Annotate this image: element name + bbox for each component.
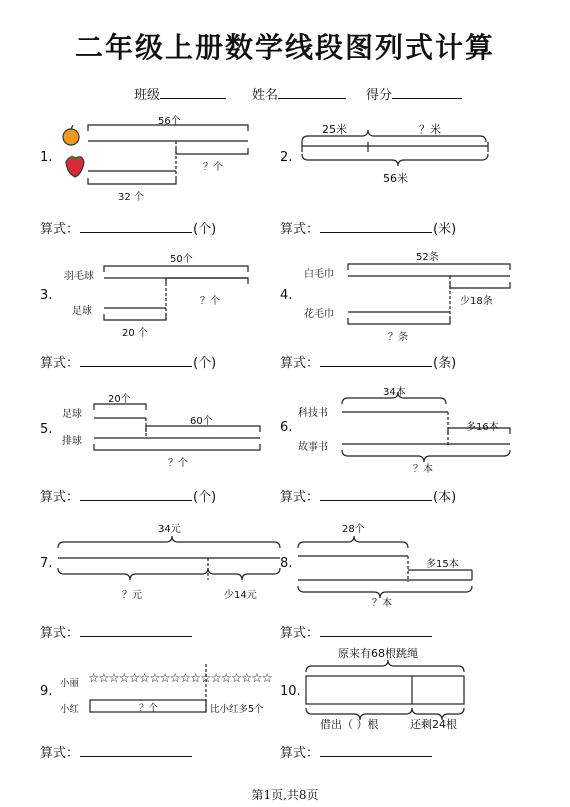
- problem-2-number: 2.: [280, 150, 293, 165]
- problem-1-bottom-value: 32 个: [118, 192, 144, 203]
- name-label: 姓名: [252, 88, 279, 103]
- problem-8-number: 8.: [280, 556, 293, 571]
- problem-1-number: 1.: [40, 150, 53, 165]
- problem-2-part2: ？米: [419, 123, 441, 136]
- problem-8-bottom-value: ？本: [372, 598, 392, 609]
- formula-4-unit: (条): [433, 356, 457, 371]
- problem-8-diff: 多15本: [426, 559, 459, 570]
- problem-5-diff: 60个: [190, 416, 213, 427]
- formula-7[interactable]: 算式：: [40, 622, 193, 641]
- formula-10[interactable]: 算式：: [280, 742, 433, 761]
- problem-3-bottom-value: 20 个: [122, 328, 148, 339]
- formula-9[interactable]: 算式：: [40, 742, 193, 761]
- problem-3-number: 3.: [40, 288, 53, 303]
- problem-5-label-top: 足球: [62, 409, 82, 420]
- formula-1-unit: (个): [193, 222, 217, 237]
- page-footer: 第1页,共8页: [251, 788, 319, 802]
- problem-9-diff: 比小红多5个: [210, 704, 264, 715]
- formula-8[interactable]: 算式：: [280, 622, 433, 641]
- diagram-1: [63, 125, 248, 184]
- formula-2[interactable]: 算式： (米): [280, 222, 457, 237]
- problem-4-label-top: 白毛巾: [304, 269, 334, 280]
- problem-5-number: 5.: [40, 422, 53, 437]
- score-label: 得分: [366, 88, 393, 103]
- problem-6-diff: 多16本: [466, 422, 499, 433]
- problem-10-number: 10.: [280, 684, 301, 699]
- problem-6-label-bottom: 故事书: [298, 442, 328, 453]
- diagram-3: [104, 266, 248, 320]
- problem-5-bottom-value: ？个: [168, 458, 188, 469]
- problem-9-label-top: 小丽: [60, 678, 80, 689]
- problem-9-label-bottom: 小红: [60, 704, 80, 715]
- problem-4-bottom-value: ？条: [388, 332, 408, 343]
- problem-1-top-value: 56个: [158, 116, 181, 127]
- problem-6-top-value: 34本: [383, 387, 406, 398]
- problem-4-number: 4.: [280, 288, 293, 303]
- diagram-5: [94, 404, 260, 450]
- problem-7-bottom-left: ？元: [122, 590, 142, 601]
- formula-6-unit: (本): [433, 490, 457, 505]
- formula-4[interactable]: 算式： (条): [280, 356, 457, 371]
- problem-5-top-value: 20个: [108, 394, 131, 405]
- problem-4-label-bottom: 花毛巾: [304, 309, 334, 320]
- problem-10-bottom-right: 还剩24根: [410, 718, 457, 731]
- diagram-10: [306, 660, 464, 720]
- problem-9-stars: ☆☆☆☆☆☆☆☆☆☆☆☆☆☆☆☆☆☆: [88, 670, 272, 685]
- formula-5-unit: (个): [193, 490, 217, 505]
- problem-7-top-value: 34元: [158, 524, 181, 535]
- problem-9-box-text: ？个: [139, 703, 159, 714]
- page-title: 二年级上册数学线段图列式计算: [74, 31, 495, 64]
- problem-6-bottom-value: ？本: [413, 464, 433, 475]
- problem-7-bottom-right: 少14元: [224, 590, 257, 601]
- problem-10-bottom-left: 借出（ ）根: [320, 718, 379, 731]
- formula-3-unit: (个): [193, 356, 217, 371]
- problem-3-label-top: 羽毛球: [64, 271, 94, 282]
- formula-1[interactable]: 算式： (个): [40, 222, 217, 237]
- diagram-7: [58, 536, 280, 580]
- problem-6-number: 6.: [280, 420, 293, 435]
- formula-5[interactable]: 算式： (个): [40, 490, 217, 505]
- formula-3[interactable]: 算式： (个): [40, 356, 217, 371]
- problem-3-top-value: 50个: [170, 254, 193, 265]
- problem-3-label-bottom: 足球: [72, 306, 92, 317]
- problem-2-total: 56米: [383, 172, 408, 185]
- problem-10-top-value: 原来有68根跳绳: [338, 647, 418, 660]
- formula-2-unit: (米): [433, 222, 457, 237]
- problem-5-label-bottom: 排球: [62, 436, 82, 447]
- problem-8-top-value: 28个: [342, 524, 365, 535]
- class-label: 班级: [134, 88, 161, 103]
- problem-1-middle-value: ？个: [203, 162, 223, 173]
- problem-9-number: 9.: [40, 684, 53, 699]
- formula-6[interactable]: 算式： (本): [280, 490, 457, 505]
- problem-4-top-value: 52条: [416, 252, 439, 263]
- problem-7-number: 7.: [40, 556, 53, 571]
- problem-3-middle-value: ？个: [200, 296, 220, 307]
- problem-6-label-top: 科技书: [298, 408, 328, 419]
- problem-2-part1: 25米: [322, 123, 347, 136]
- problem-4-diff: 少18条: [460, 296, 493, 307]
